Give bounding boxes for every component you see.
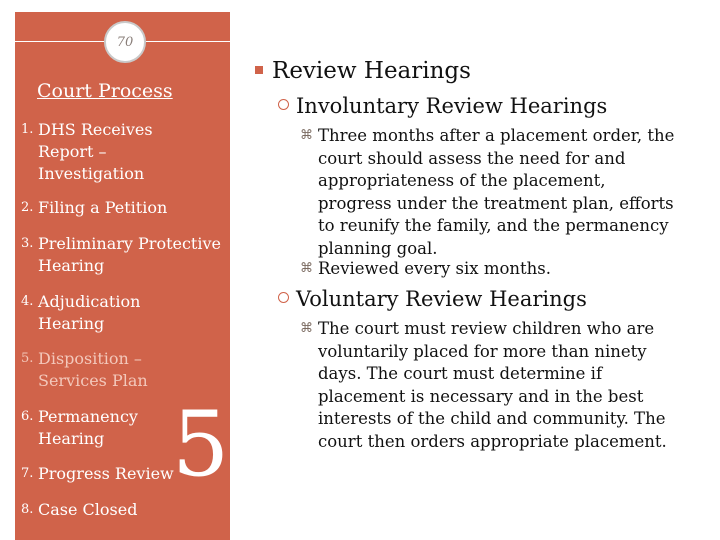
step-label: Preliminary Protective Hearing <box>38 234 221 275</box>
step-number: 8. <box>21 502 34 517</box>
step-label: Disposition – Services Plan <box>38 349 148 390</box>
step-number: 3. <box>21 236 34 251</box>
step-number: 6. <box>21 409 34 424</box>
step-number: 4. <box>21 294 34 309</box>
step-label: Adjudication Hearing <box>38 292 141 333</box>
step-label: Filing a Petition <box>38 198 168 217</box>
step-number: 1. <box>21 122 34 137</box>
voluntary-section-title <box>278 287 587 311</box>
square-bullet-icon <box>255 66 263 74</box>
step-6 <box>21 406 161 450</box>
x-bullet-icon: ⌘ <box>300 261 313 276</box>
step-number: 7. <box>21 466 34 481</box>
section-title: Involuntary Review Hearings <box>296 94 608 118</box>
step-label: DHS Receives Report – Investigation <box>38 120 153 183</box>
badge-divider-left <box>15 41 104 42</box>
court-process-title: Court Process <box>37 80 173 102</box>
step-number: 5. <box>21 351 34 366</box>
step-1 <box>21 119 171 185</box>
circle-bullet-icon <box>278 292 289 303</box>
involuntary-bullet-2 <box>300 258 680 281</box>
circle-bullet-icon <box>278 99 289 110</box>
voluntary-bullet-1 <box>300 318 680 453</box>
x-bullet-icon: ⌘ <box>300 128 313 143</box>
step-number: 2. <box>21 200 34 215</box>
slide-number-badge: 70 <box>104 21 146 63</box>
step-2 <box>21 197 221 219</box>
bullet-text: Three months after a placement order, the court should assess the need for and appropriateness of the placement, progress under the treatment plan, efforts to reunify the family, and the permanency planning goal. <box>318 126 675 258</box>
step-8 <box>21 499 221 521</box>
review-hearings-heading <box>255 58 471 84</box>
step-label: Case Closed <box>38 500 138 519</box>
badge-divider-right <box>146 41 230 42</box>
current-step-number: 5 <box>172 392 230 497</box>
involuntary-section-title <box>278 94 607 118</box>
step-label: Permanency Hearing <box>38 407 138 448</box>
bullet-text: Reviewed every six months. <box>318 259 552 278</box>
step-3 <box>21 233 221 277</box>
step-label: Progress Review <box>38 464 174 483</box>
section-title: Voluntary Review Hearings <box>296 287 587 311</box>
bullet-text: The court must review children who are voluntarily placed for more than ninety days. The court must determine if placement is necessary and in the best interests of the child and community. The court then orders appropriate placement. <box>318 319 667 451</box>
involuntary-bullet-1 <box>300 125 680 260</box>
heading-text: Review Hearings <box>272 58 471 84</box>
x-bullet-icon: ⌘ <box>300 321 313 336</box>
step-4 <box>21 291 181 335</box>
step-5-current <box>21 348 181 392</box>
